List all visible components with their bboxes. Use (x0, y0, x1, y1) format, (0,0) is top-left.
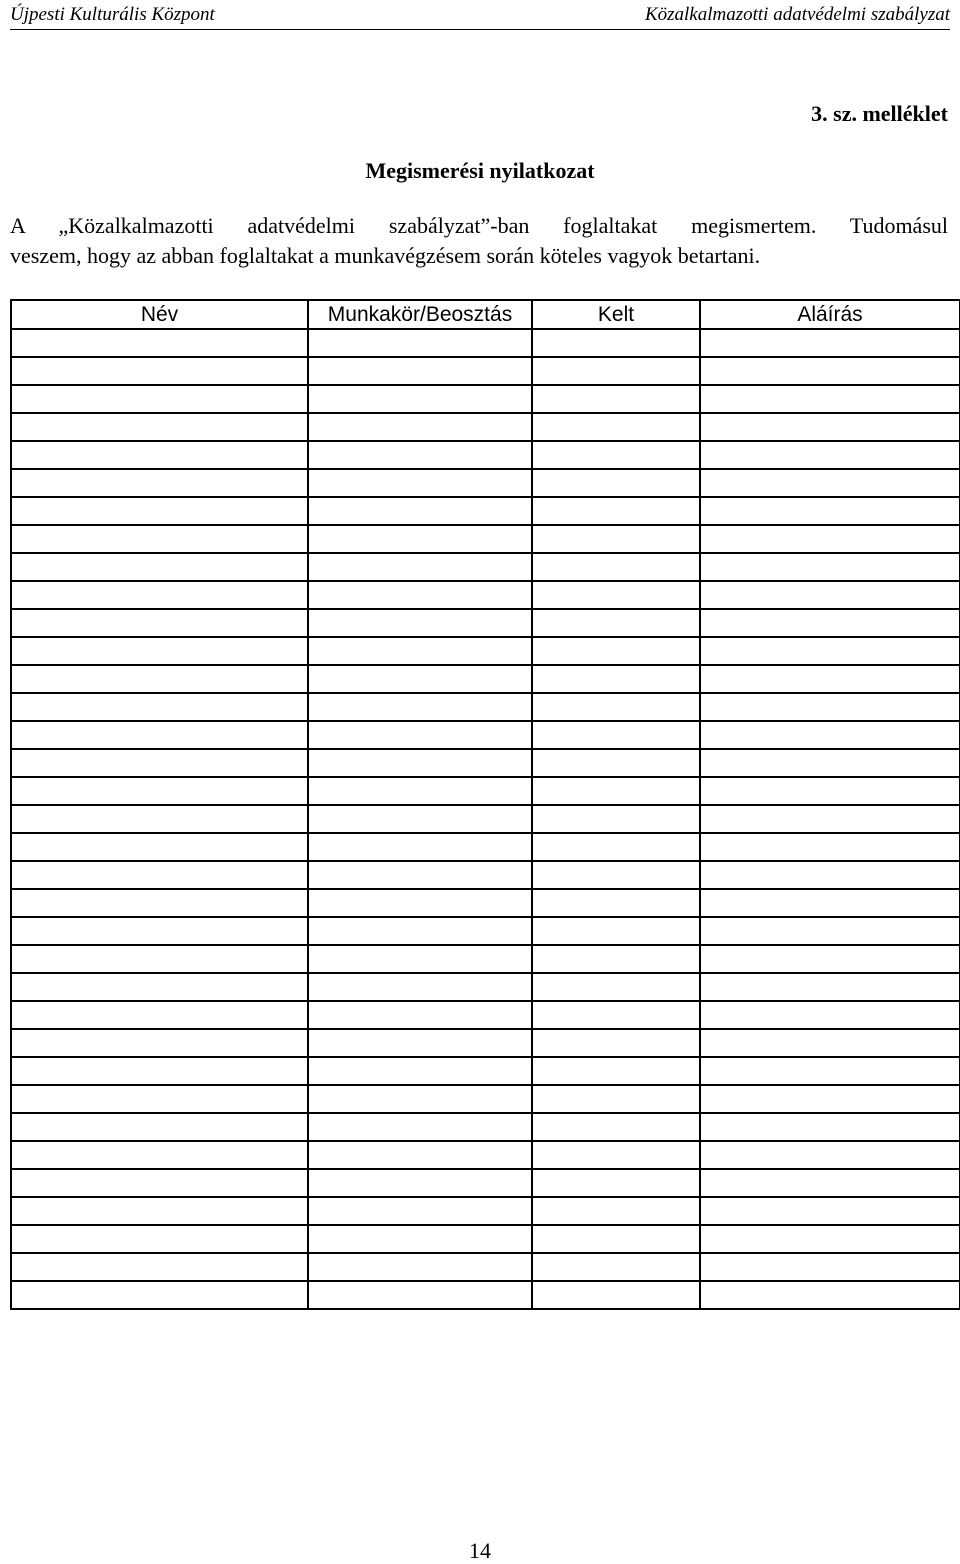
date-cell (532, 609, 700, 637)
position-cell (308, 1225, 532, 1253)
date-cell (532, 1197, 700, 1225)
position-cell (308, 357, 532, 385)
name-cell (11, 889, 308, 917)
date-cell (532, 1169, 700, 1197)
signature-cell (700, 1281, 960, 1309)
table-row (11, 1169, 960, 1197)
date-cell (532, 581, 700, 609)
signature-cell (700, 497, 960, 525)
signature-cell (700, 329, 960, 357)
position-cell (308, 833, 532, 861)
table-row (11, 1141, 960, 1169)
declaration-paragraph (10, 211, 948, 271)
signature-cell (700, 861, 960, 889)
position-cell (308, 1085, 532, 1113)
date-cell (532, 917, 700, 945)
position-cell (308, 693, 532, 721)
signature-cell (700, 385, 960, 413)
date-cell (532, 525, 700, 553)
signature-cell (700, 1225, 960, 1253)
position-cell (308, 469, 532, 497)
header-divider (10, 29, 950, 30)
table-row (11, 889, 960, 917)
table-row (11, 777, 960, 805)
signature-cell (700, 525, 960, 553)
date-cell (532, 357, 700, 385)
date-cell (532, 749, 700, 777)
name-cell (11, 609, 308, 637)
signature-cell (700, 357, 960, 385)
name-cell (11, 357, 308, 385)
signature-cell (700, 1001, 960, 1029)
signature-table (10, 299, 960, 1310)
signature-cell (700, 1169, 960, 1197)
page-title: Megismerési nyilatkozat (365, 158, 595, 183)
date-cell (532, 721, 700, 749)
date-cell (532, 777, 700, 805)
name-cell (11, 973, 308, 1001)
table-row (11, 805, 960, 833)
declaration-line-2: veszem, hogy az abban foglaltakat a munkavégzésem során köteles vagyok betartani. (10, 243, 761, 268)
name-cell (11, 1029, 308, 1057)
table-row (11, 329, 960, 357)
table-row (11, 1281, 960, 1309)
table-row (11, 1029, 960, 1057)
date-cell (532, 805, 700, 833)
name-cell (11, 1253, 308, 1281)
position-cell (308, 1253, 532, 1281)
position-cell (308, 749, 532, 777)
name-cell (11, 329, 308, 357)
position-cell (308, 861, 532, 889)
signature-cell (700, 889, 960, 917)
name-cell (11, 721, 308, 749)
position-cell (308, 1057, 532, 1085)
position-cell (308, 777, 532, 805)
table-row (11, 385, 960, 413)
table-body (11, 329, 960, 1309)
header-organization: Újpesti Kulturális Központ (10, 4, 215, 25)
signature-cell (700, 917, 960, 945)
signature-cell (700, 749, 960, 777)
date-cell (532, 497, 700, 525)
date-cell (532, 1253, 700, 1281)
position-cell (308, 1113, 532, 1141)
position-cell (308, 609, 532, 637)
date-cell (532, 665, 700, 693)
signature-cell (700, 721, 960, 749)
signature-cell (700, 833, 960, 861)
signature-cell (700, 413, 960, 441)
date-cell (532, 1085, 700, 1113)
position-cell (308, 945, 532, 973)
table-row (11, 973, 960, 1001)
position-cell (308, 889, 532, 917)
name-cell (11, 1085, 308, 1113)
column-header-signature: Aláírás (700, 300, 960, 329)
table-row (11, 693, 960, 721)
signature-cell (700, 1029, 960, 1057)
position-cell (308, 665, 532, 693)
declaration-line-1: A „Közalkalmazotti adatvédelmi szabályzat”-ban foglaltakat megismertem. Tudomásul (10, 213, 948, 238)
name-cell (11, 525, 308, 553)
signature-cell (700, 581, 960, 609)
signature-cell (700, 469, 960, 497)
table-row (11, 1197, 960, 1225)
position-cell (308, 329, 532, 357)
name-cell (11, 749, 308, 777)
date-cell (532, 1057, 700, 1085)
position-cell (308, 973, 532, 1001)
signature-cell (700, 441, 960, 469)
date-cell (532, 1281, 700, 1309)
table-row (11, 469, 960, 497)
name-cell (11, 553, 308, 581)
position-cell (308, 581, 532, 609)
table-row (11, 721, 960, 749)
position-cell (308, 525, 532, 553)
table-header-row (11, 300, 960, 329)
name-cell (11, 441, 308, 469)
signature-cell (700, 1113, 960, 1141)
name-cell (11, 497, 308, 525)
name-cell (11, 665, 308, 693)
position-cell (308, 721, 532, 749)
date-cell (532, 889, 700, 917)
name-cell (11, 693, 308, 721)
table-row (11, 833, 960, 861)
date-cell (532, 1001, 700, 1029)
signature-cell (700, 665, 960, 693)
signature-cell (700, 1141, 960, 1169)
date-cell (532, 1113, 700, 1141)
date-cell (532, 413, 700, 441)
table-row (11, 1253, 960, 1281)
table-row (11, 581, 960, 609)
table-row (11, 497, 960, 525)
signature-cell (700, 945, 960, 973)
table-row (11, 1057, 960, 1085)
name-cell (11, 777, 308, 805)
name-cell (11, 1225, 308, 1253)
column-header-name: Név (11, 300, 308, 329)
signature-cell (700, 1253, 960, 1281)
table-row (11, 525, 960, 553)
name-cell (11, 1281, 308, 1309)
signature-cell (700, 1085, 960, 1113)
name-cell (11, 1197, 308, 1225)
position-cell (308, 497, 532, 525)
position-cell (308, 1001, 532, 1029)
column-header-date: Kelt (532, 300, 700, 329)
position-cell (308, 441, 532, 469)
table-row (11, 609, 960, 637)
table-row (11, 637, 960, 665)
position-cell (308, 385, 532, 413)
page-number: 14 (469, 1538, 491, 1563)
position-cell (308, 917, 532, 945)
name-cell (11, 945, 308, 973)
table-row (11, 357, 960, 385)
position-cell (308, 1169, 532, 1197)
name-cell (11, 917, 308, 945)
signature-cell (700, 1057, 960, 1085)
date-cell (532, 861, 700, 889)
name-cell (11, 413, 308, 441)
date-cell (532, 637, 700, 665)
date-cell (532, 1029, 700, 1057)
table-row (11, 1113, 960, 1141)
position-cell (308, 1141, 532, 1169)
position-cell (308, 805, 532, 833)
date-cell (532, 329, 700, 357)
name-cell (11, 1001, 308, 1029)
header-document-name: Közalkalmazotti adatvédelmi szabályzat (644, 4, 950, 25)
date-cell (532, 1225, 700, 1253)
signature-cell (700, 805, 960, 833)
name-cell (11, 385, 308, 413)
position-cell (308, 553, 532, 581)
date-cell (532, 693, 700, 721)
name-cell (11, 469, 308, 497)
date-cell (532, 973, 700, 1001)
position-cell (308, 1281, 532, 1309)
name-cell (11, 805, 308, 833)
name-cell (11, 1057, 308, 1085)
table-row (11, 665, 960, 693)
name-cell (11, 1169, 308, 1197)
position-cell (308, 1197, 532, 1225)
table-row (11, 861, 960, 889)
date-cell (532, 553, 700, 581)
name-cell (11, 833, 308, 861)
table-row (11, 553, 960, 581)
signature-cell (700, 637, 960, 665)
date-cell (532, 945, 700, 973)
signature-cell (700, 973, 960, 1001)
signature-cell (700, 609, 960, 637)
position-cell (308, 637, 532, 665)
date-cell (532, 441, 700, 469)
annex-label: 3. sz. melléklet (811, 101, 948, 126)
name-cell (11, 1141, 308, 1169)
column-header-position: Munkakör/Beosztás (308, 300, 532, 329)
signature-cell (700, 693, 960, 721)
date-cell (532, 469, 700, 497)
table-row (11, 441, 960, 469)
table-row (11, 413, 960, 441)
signature-cell (700, 777, 960, 805)
signature-cell (700, 1197, 960, 1225)
table-row (11, 1001, 960, 1029)
date-cell (532, 1141, 700, 1169)
position-cell (308, 413, 532, 441)
table-row (11, 1085, 960, 1113)
position-cell (308, 1029, 532, 1057)
signature-cell (700, 553, 960, 581)
table-row (11, 945, 960, 973)
name-cell (11, 581, 308, 609)
name-cell (11, 637, 308, 665)
name-cell (11, 1113, 308, 1141)
date-cell (532, 385, 700, 413)
table-row (11, 749, 960, 777)
name-cell (11, 861, 308, 889)
date-cell (532, 833, 700, 861)
table-row (11, 1225, 960, 1253)
table-row (11, 917, 960, 945)
